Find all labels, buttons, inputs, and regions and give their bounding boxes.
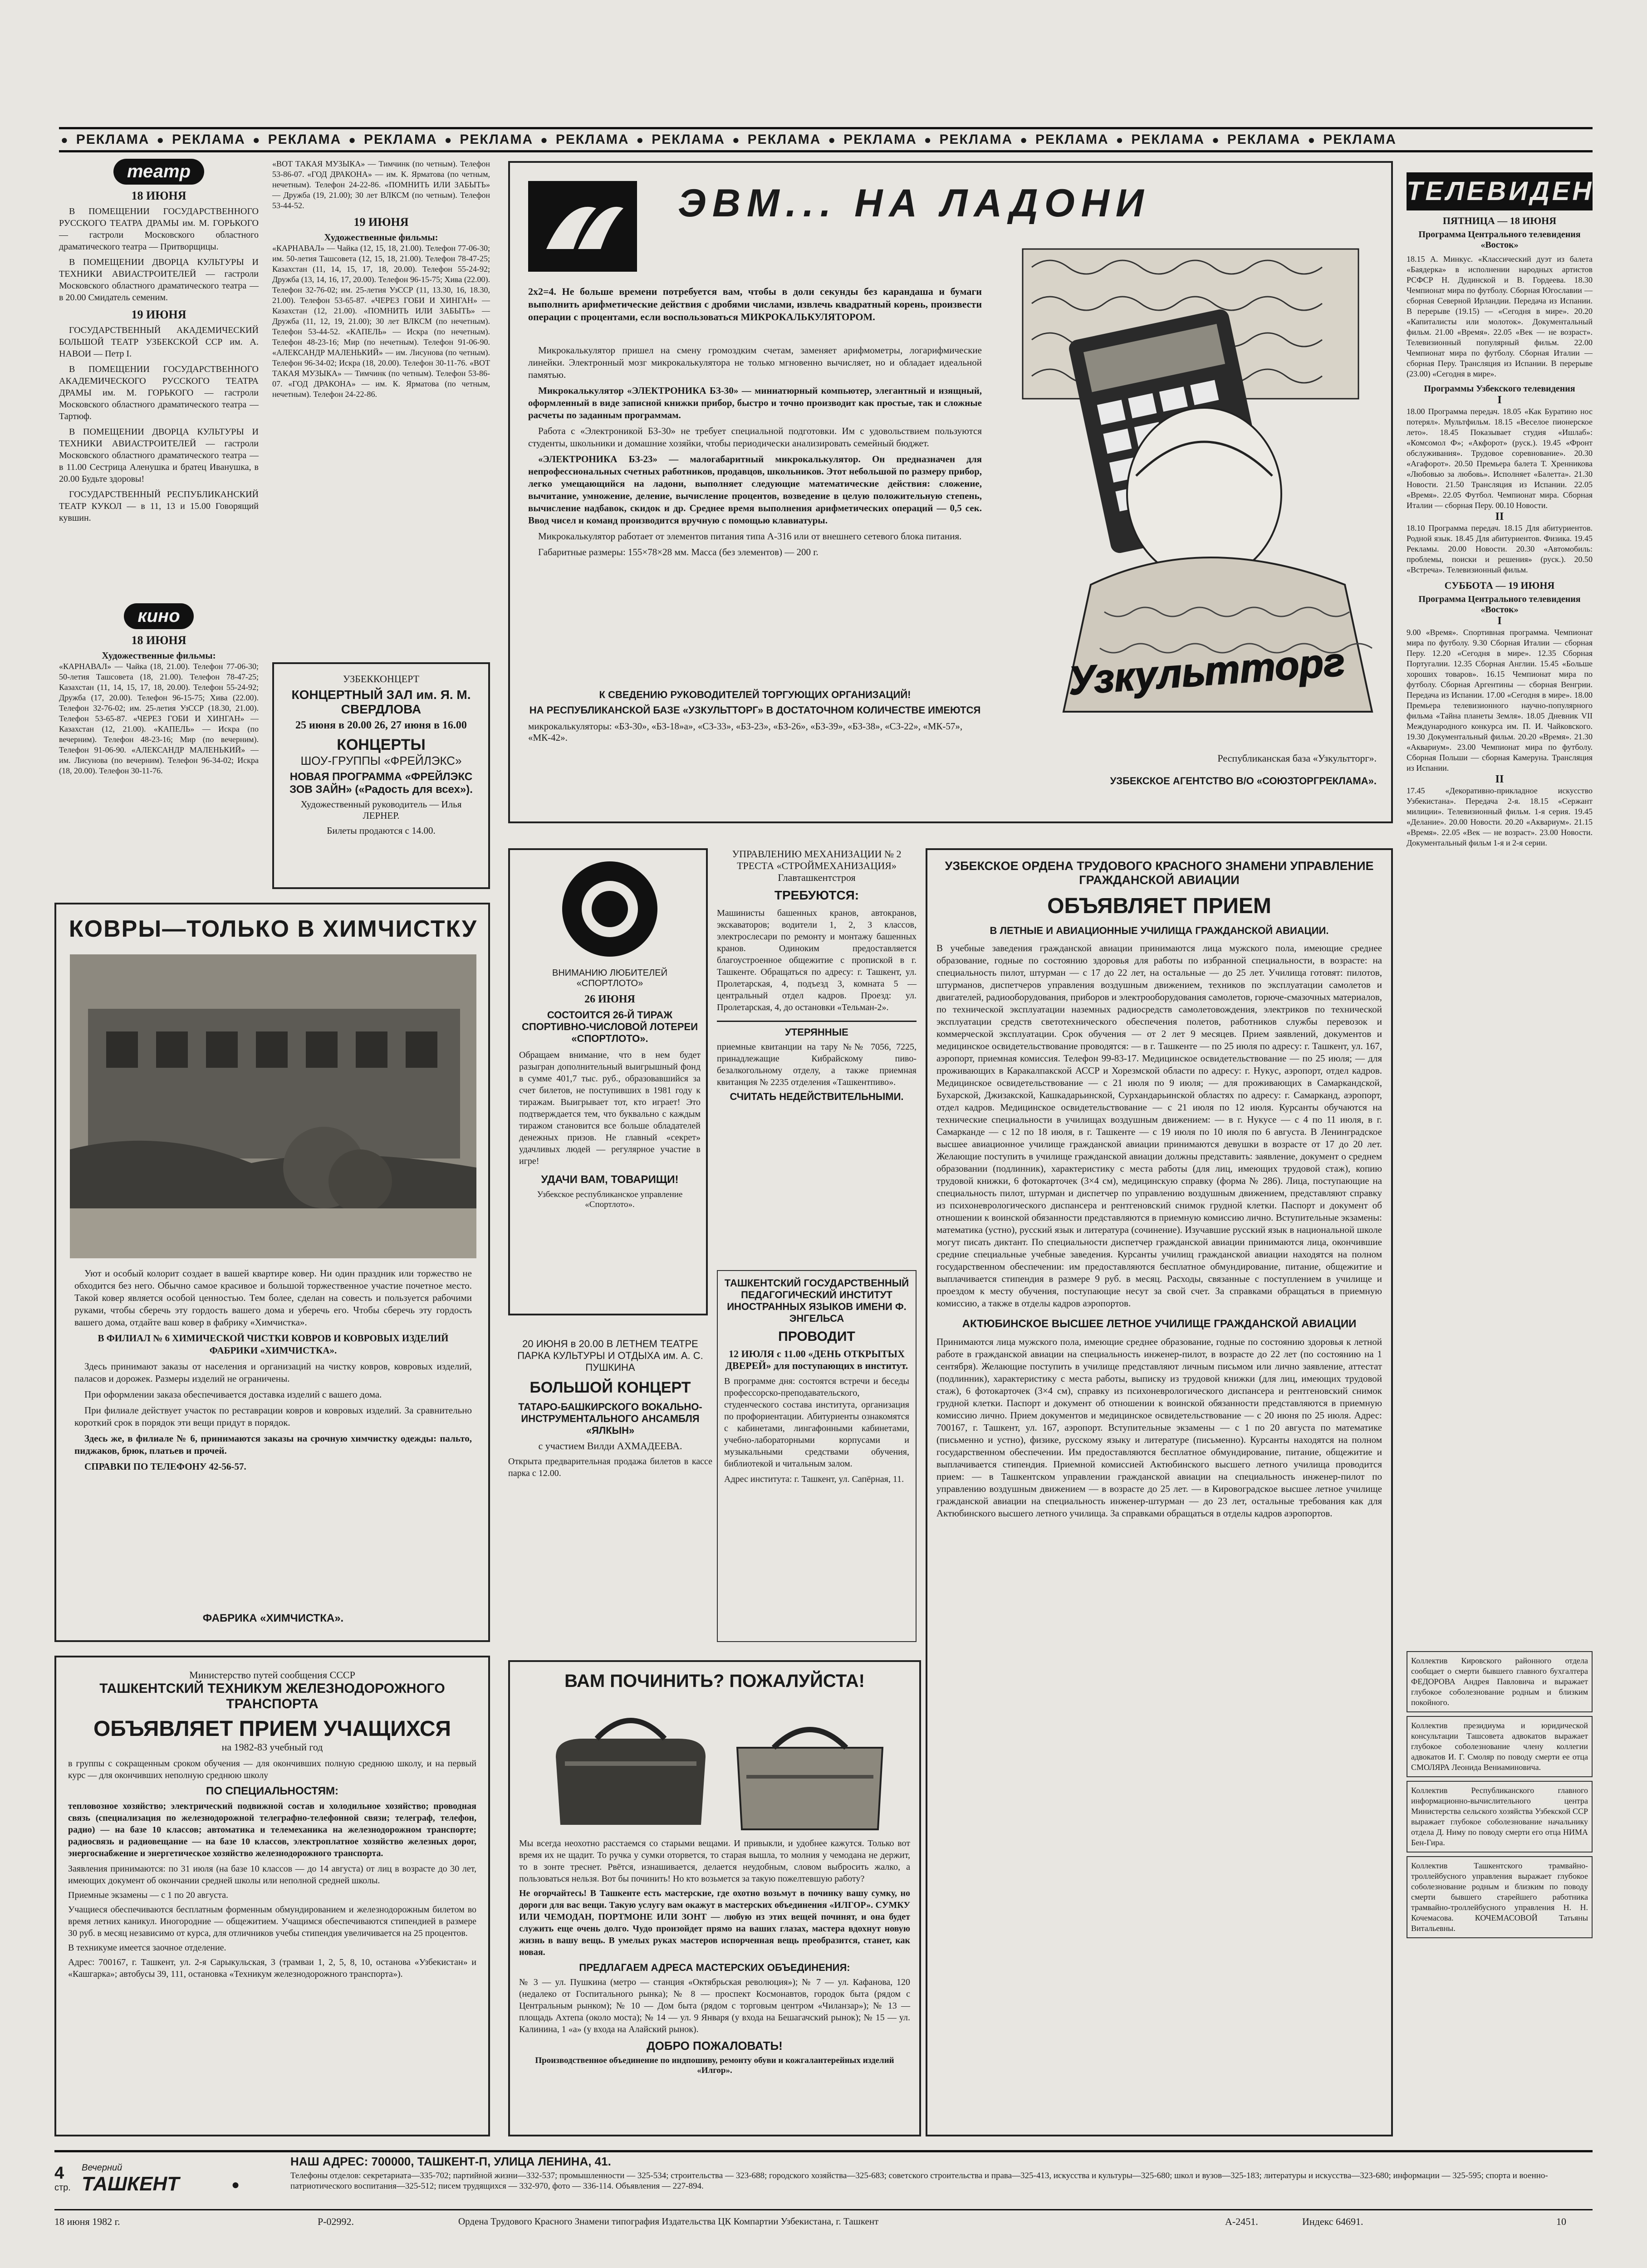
theatre-entry: В ПОМЕЩЕНИИ ГОСУДАРСТВЕННОГО РУССКОГО ТЕАТРА ДРАМЫ им. М. ГОРЬКОГО — гастроли Московского областного драматического театра — Притворщицы. [59,206,259,252]
railway-spec: тепловозное хозяйство; электрический подвижной состав и холодильное хозяйство; проводная связь (специализация по железнодорожной телеграфно-телефонной связи; телеграф, телефон, радио) — на базе 10 классов; автоматика и телемеханика на железнодорожном транспорте; радиосвязь и радиовещание — на базе 10 классов, электроплатное хозяйство железных дорог, энергоснабжение и энергетическое хозяйство железнодорожного транспорта. [68,1801,476,1858]
concert-director: Художественный руководитель — Илья ЛЕРНЕР. [300,799,462,821]
concert-group: ШОУ-ГРУППЫ «ФРЕЙЛЭКС» [300,754,462,767]
building-photo-icon [70,954,476,1258]
bullet-icon: ● [732,132,740,147]
tv-program-2: Программы Узбекского телевидения [1424,384,1575,394]
ped-title: ТАШКЕНТСКИЙ ГОСУДАРСТВЕННЫЙ ПЕДАГОГИЧЕСКИЙ ИНСТИТУТ ИНОСТРАННЫХ ЯЗЫКОВ ИМЕНИ Ф. ЭНГЕЛЬСА [724,1277,909,1324]
bullet-icon: ● [348,132,357,147]
footer-rule [54,2150,1593,2152]
evm-intro: 2х2=4. Не больше времени потребуется вам, чтобы в доли секунды без карандаша и бумаги выполнить арифметические действия с дробями числами, извлечь квадратный корень, произвести операции с процентами, если воспользоваться МИКРОКАЛЬКУЛЯТОРОМ. [528,286,982,323]
ped-date: 12 ИЮЛЯ с 11.00 «ДЕНЬ ОТКРЫТЫХ ДВЕРЕЙ» для поступающих в институт. [725,1348,908,1371]
aviation-headline-top: УЗБЕКСКОЕ ОРДЕНА ТРУДОВОГО КРАСНОГО ЗНАМЕНИ УПРАВЛЕНИЕ ГРАЖДАНСКОЙ АВИАЦИИ [945,859,1374,887]
railway-year: на 1982-83 учебный год [221,1741,323,1753]
carpets-photo [70,954,476,1258]
carpets-p5: При филиале действует участок по реставрации ковров и ковровых изделий. За сравнительно короткий срок в порядок эти вещи придут в порядок. [74,1405,472,1428]
tv-ch-2b: II [1495,773,1504,785]
reklama-label: РЕКЛАМА [460,132,534,147]
tv-program-3: Программа Центрального телевидения «Восток» [1418,594,1581,615]
evm-models: микрокалькуляторы: «БЗ-30», «БЗ-18»а», «СЗ-33», «БЗ-23», «БЗ-26», «БЗ-39», «БЗ-38», «СЗ-22», «МК-57», «МК-42». [528,721,963,743]
evm-body [528,344,982,562]
sportloto-slogan: УДАЧИ ВАМ, ТОВАРИЩИ! [541,1173,679,1186]
repair-addresses: № 3 — ул. Пушкина (метро — станция «Октябрьская революция»); № 7 — ул. Кафанова, 120 (недалеко от Госпитального рынка); № 8 — проспект Космонавтов, городок быта (рядом с Центральным рынком); № 10 — Дом быта (рядом с торговым центром «Чиланзар»); № 13 — площадь Ахтепа (около моста); № 14 — ул. 9 Января (у входа на Бешагачский рынок); № 15 — ул. Калинина, 1 «а» (у входа на Алайский рынок). [519,1977,910,2034]
sportloto-body: Обращаем внимание, что в нем будет разыгран дополнительный выигрышный фонд в сумме 401,7 тыс. руб., образовавшийся за счет билетов, не поступивших в 1981 году к тиражам. Выигрывает тот, кто играет! Это подтверждается тем, что буквально с каждым тиражом становится все больше обладателей денежных призов. Не главный «секрет» удачливых людей — регулярное участие в игре! [519,1050,701,1166]
yalkyn-concert-ad [508,1338,712,1656]
footer-masthead [54,2159,263,2209]
theatre-entry: ГОСУДАРСТВЕННЫЙ АКАДЕМИЧЕСКИЙ БОЛЬШОЙ ТЕАТР УЗБЕКСКОЙ ССР им. А. НАВОИ — Петр I. [59,325,259,359]
footer-paper-top: Вечерний [82,2163,123,2173]
tv-text-4: 9.00 «Время». Спортивная программа. Чемпионат мира по футболу. 9.30 Сборная Италии — сборная Перу. 12.20 «Сегодня в мире». 12.35 Сборная Португалии. 12.35 Сборная Англии. 15.45 «Больше хороших товаров». 16.15 Чемпионат мира по футболу. Сборная Аргентины — сборная Венгрии. Передача из Испании. 17.00 «Сегодня в мире». 18.00 Премьера телевизионного научно-популярного фильма «Тайна планеты Земля». 18.05 Дневник VII Международного конкурса им. П. И. Чайковского. 19.30 Документальный фильм. 20.20 «Время». 21.30 «Аквариум». 23.00 Чемпионат мира по футболу. Сборная Польши — сборная Камеруна. Трансляция из Испании. [1407,628,1593,772]
reklama-label: РЕКЛАМА [555,132,629,147]
concert-tickets: Билеты продаются с 14.00. [327,825,436,836]
reklama-label: РЕКЛАМА [76,132,150,147]
tv-text-2: 18.00 Программа передач. 18.05 «Как Буратино нос потерял». Мультфильм. 18.15 «Веселое пионерское лето». 18.45 Показывает студия «Ишлаб»: «Комсомол Ф»; «Акфорот» (руск.). 19.45 «Фронт обслуживания». Трудовое соревнование». 20.30 «Агафорот». 20.50 Премьера балета Т. Хренникова «Любовью за любовь». Исполняет «Балетта». 21.30 Новости. 21.50 Трансляция из Испании. 22.05 «Время». 22.05 Футбол. Чемпионат мира. Сборная Италии — сборная Перу. 00.10 Новости. [1407,407,1593,510]
kino-text-2: «ВОТ ТАКАЯ МУЗЫКА» — Тимчинк (по четным). Телефон 53-86-07. «ГОД ДРАКОНА» — им. К. Ярматова (по четным, нечетным). Телефон 24-22-86. «ПОМНИТЬ ИЛИ ЗАБЫТЬ» — Дружба (19, 21.00); 30 лет ВЛКСМ (по четным). Телефон 53-44-52. [272,159,490,210]
footer-page-label: стр. [54,2183,71,2193]
carpets-phone: СПРАВКИ ПО ТЕЛЕФОНУ 42-56-57. [84,1461,246,1472]
aviation-sub: В ЛЕТНЫЕ И АВИАЦИОННЫЕ УЧИЛИЩА ГРАЖДАНСКОЙ АВИАЦИИ. [990,925,1329,936]
theatre-entry: ГОСУДАРСТВЕННЫЙ РЕСПУБЛИКАНСКИЙ ТЕАТР КУКОЛ — в 11, 13 и 15.00 Говорящий кувшин. [59,489,259,523]
footer-index: Индекс 64691. [1302,2216,1363,2227]
sportloto-ad [508,848,708,1315]
railway-ministry: Министерство путей сообщения СССР [189,1669,355,1681]
aviation-sub-2: АКТЮБИНСКОЕ ВЫСШЕЕ ЛЕТНОЕ УЧИЛИЩЕ ГРАЖДАНСКОЙ АВИАЦИИ [962,1318,1357,1330]
footer-paper: ТАШКЕНТ [82,2173,180,2195]
bullet-icon: ● [636,132,645,147]
theatre-entries-2 [59,324,259,524]
tv-day-1: ПЯТНИЦА — 18 ИЮНЯ [1442,215,1557,226]
bullet-icon: ● [61,132,69,147]
footer-code-mid: А-2451. [1225,2216,1258,2227]
evm-agency: УЗБЕКСКОЕ АГЕНТСТВО В/О «СОЮЗТОРГРЕКЛАМА». [1110,775,1377,787]
ped-body: В программе дня: состоятся встречи и беседы профессорско-преподавательского, студенческого состава института, организация по профориентации. Абитуриенты ознакомятся с кабинетами, лингафонными кабинетами, учебно-лабораторными корпусами и музыкальными средствами обучения, библиотекой и читальным залом. [724,1376,909,1469]
evm-brand: Узкультторг [1067,639,1347,704]
reklama-label: РЕКЛАМА [1131,132,1205,147]
lost-title: УТЕРЯННЫЕ [785,1026,848,1038]
evm-p2: Микрокалькулятор «ЭЛЕКТРОНИКА БЗ-30» — миниатюрный компьютер, элегантный и изящный, оформленный в виде записной книжки прибор, быстро и точно производит как простые, так и сложные расчеты по заданным программам. [528,385,982,420]
mechanization-ad [717,848,917,1270]
carpets-p2: В ФИЛИАЛ № 6 ХИМИЧЕСКОЙ ЧИСТКИ КОВРОВ И КОВРОВЫХ ИЗДЕЛИЙ ФАБРИКИ «ХИМЧИСТКА». [98,1333,449,1356]
footer-address: НАШ АДРЕС: 700000, ТАШКЕНТ-П, УЛИЦА ЛЕНИНА, 41. [290,2155,611,2168]
kino-date-2: 19 ИЮНЯ [353,215,409,229]
bullet-icon: ● [157,132,165,147]
railway-ad [54,1656,490,2136]
tv-text-5: 17.45 «Декоративно-прикладное искусство Узбекистана». Передача 2-я. 18.15 «Сержант милиции». Телевизионный фильм. 1-я серия. 19.45 «Делание». 20.00 Новости. 20.20 «Аквариум». 21.15 «Время». 22.05 «Век — не возраст». 23.00 Новости. Документальный фильм 1-я и 2-я серии. [1407,786,1593,847]
kino-date-1: 18 ИЮНЯ [131,634,186,647]
railway-p3: Приемные экзамены — с 1 по 20 августа. [68,1890,229,1900]
evm-headline: ЭВМ... НА ЛАДОНИ [678,181,1150,225]
evm-p1: Микрокалькулятор пришел на смену громоздким счетам, заменяет арифмометры, логарифмические линейки. Электронный мозг микрокалькулятора не только мгновенно вычисляет, но и обладает идеальной памятью. [528,345,982,380]
railway-p2: Заявления принимаются: по 31 июля (на базе 10 классов — до 14 августа) от лиц в возрасте до 30 лет, имеющих документ об окончании средней школы или неполной средней школы. [68,1864,476,1886]
yalkyn-ensemble: ТАТАРО-БАШКИРСКОГО ВОКАЛЬНО-ИНСТРУМЕНТАЛЬНОГО АНСАМБЛЯ «ЯЛКЫН» [518,1401,702,1436]
aviation-body-2: Принимаются лица мужского пола, имеющие среднее образование, годные по состоянию здоровья к летной работе в гражданской авиации на специальность инженер-пилот, в возрасте до 22 лет (по состоянию на 1 сентября). Желающие поступить в училище представляют личным письмом или лично заявление, аттестат (подлинник), характеристику с места работы, выписку из трудовой книжки (для лиц, имеющих трудовой стаж), 6 фотокарточек (3×4 см), справку из психоневрологического диспансера и рентгеновский снимок грудной клетки. Паспорт и документ об отношении к воинской обязанности представляются в приемную комиссию лично. Прием документов и медицинское освидетельствование — с 20 июня по 25 июля. Адрес: 700167, г. Ташкент, ул. 167, аэропорт. Вступительные экзамены — с 1 по 20 августа по математике (письменно и устно), физике, русскому языку и литературе (письменно). Курсанты находятся на полном государственном обеспечении. Им предоставляются бесплатное обмундирование, питание, общежитие и выплачивается стипендия. Приемной комиссией Актюбинского высшего летного училища проводится прием: — в Ташкентском управлении гражданской авиации на специальность инженер-пилот по управлению воздушным движением — в возрасте до 25 лет. — в Кировоградское высшее летное училище гражданской авиации на специальность инженер-штурман — до 23 лет, остальные требования как для Актюбинского высшего летного училища. За справками обращаться в отделы кадров аэропортов. [936,1336,1382,1519]
bullet-icon: ● [231,2177,240,2192]
concert-dates: 25 июня в 20.00 26, 27 июня в 16.00 [295,719,467,731]
repair-headline: ВАМ ПОЧИНИТЬ? ПОЖАЛУЙСТА! [564,1671,865,1691]
yalkyn-big: БОЛЬШОЙ КОНЦЕРТ [529,1379,691,1396]
railway-p4: Учащиеся обеспечиваются бесплатным форменным обмундированием и железнодорожным билетом во время летних каникул. Иногородние — общежитием. Учащимся обеспечиваются стипендией в размере 30 руб. в месяц независимо от курса, для отличников учебы стипендия увеличивается на 25 процентов. [68,1905,476,1938]
mech-body: Машинисты башенных кранов, автокранов, экскаваторов; водители 1, 2, 3 классов, электрослесари по ремонту и монтажу башенных кранов. Одиноким предоставляется благоустроенное общежитие с пропиской в г. Ташкенте. Обращаться по адресу: г. Ташкент, ул. Пролетарская, 4, подъезд 3, комната 5 — центральный отдел кадров. Проезд: ул. Пролетарская, 4, до остановки «Тельман-2». [717,908,917,1012]
reklama-label: РЕКЛАМА [939,132,1013,147]
tv-heading: ТЕЛЕВИДЕНИЕ [1407,172,1593,210]
yalkyn-tickets: Открыта предварительная продажа билетов в кассе парка с 12.00. [508,1457,712,1478]
tv-ch-1a: I [1497,394,1502,406]
bullet-icon: ● [1212,132,1220,147]
uzkultorg-logo-icon [528,181,637,272]
sportloto-draw: СОСТОИТСЯ 26-Й ТИРАЖ СПОРТИВНО-ЧИСЛОВОЙ ЛОТЕРЕИ «СПОРТЛОТО». [521,1009,698,1044]
ped-holds: ПРОВОДИТ [778,1329,855,1344]
tv-text-1: 18.15 А. Минкус. «Классический дуэт из балета «Баядерка» в исполнении народных артистов РСФСР Н. Дудинской и В. Гордеева. 18.30 Чемпионат мира по футболу. Сборная Югославии — сборная Северной Ирландии. Передача из Испании. В перерыве (19.15) — «Сегодня в мире». 20.20 «Капиталисты или молоток». Документальный фильм. 21.00 «Время». 22.05 «Век — не возраст». Телевизионный популярный фильм. 22.00 Чемпионат мира по футболу. Сборная Италии — сборная Перу. Трансляция из Испании. В перерыве (23.00) «Сегодня в мире». [1407,254,1593,378]
bullet-icon: ● [828,132,837,147]
yalkyn-when: 20 ИЮНЯ в 20.00 В ЛЕТНЕМ ТЕАТРЕ ПАРКА КУЛЬТУРЫ И ОТДЫХА им. А. С. ПУШКИНА [517,1338,703,1373]
reklama-label: РЕКЛАМА [843,132,917,147]
repair-p1: Мы всегда неохотно расстаемся со старыми вещами. И привыкли, и удобнее кажутся. Только вот время их не щадит. То ручка у сумки оторвется, то старая вышла, то молния у чемодана не держит, то в зонте треснет. Рвётся, изнашивается, делается неудобным, словом выбросить жалко, а пользоваться нельзя. Вот бы починить! Но кто возьмется за такую пожелтевшую работу? [519,1838,910,1884]
condolence-notice: Коллектив Республиканского главного информационно-вычислительного центра Министерства сельского хозяйства Узбекской ССР выражает глубокое соболезнование начальнику отдела Д. Ниму по поводу смерти его отца НИМА Бен-Гира. [1407,1781,1593,1853]
carpets-body [74,1267,472,1476]
theatre-heading: театр [113,159,204,185]
condolence-notice: Коллектив Кировского районного отдела сообщает о смерти бывшего главного бухгалтера ФЕДОРОВА Андрея Павловича и выражает глубокое соболезнование родным и близким покойного. [1407,1651,1593,1712]
evm-p5: Микрокалькулятор работает от элементов питания типа А-316 или от внешнего сетевого блока питания. [538,531,962,542]
concert-program: НОВАЯ ПРОГРАММА «ФРЕЙЛЭКС ЗОВ ЗАЙН» («Радость для всех»). [289,771,473,796]
kino-heading: кино [124,603,193,629]
repair-addresses-title: ПРЕДЛАГАЕМ АДРЕСА МАСТЕРСКИХ ОБЪЕДИНЕНИЯ: [579,1962,850,1973]
sportloto-attention: ВНИМАНИЮ ЛЮБИТЕЛЕЙ «СПОРТЛОТО» [552,968,667,988]
lost-notice [717,1021,917,1103]
bullet-icon: ● [540,132,549,147]
repair-p2: Не огорчайтесь! В Ташкенте есть мастерские, где охотно возьмут в починку вашу сумку, но дороги для вас вещи. Такую услугу вам окажут в мастерских объединения «ИЛГОР». СУМКУ ИЛИ ЧЕМОДАН, ПОРТМОНЕ ИЛИ ЗОНТ — любую из этих вещей починят, и она будет служить еще очень долго. Чудо произойдет прямо на ваших глазах, мастера вдохнут новую жизнь в вашу вещь. В умелых руках мастеров испорченная вещь преобразится, станет, как новая. [519,1888,910,1957]
theatre-entries-1 [59,205,259,303]
bullet-icon: ● [924,132,932,147]
ped-address: Адрес института: г. Ташкент, ул. Сапёрная, 11. [724,1474,904,1484]
footer-num: 10 [1556,2216,1566,2227]
footer-code-left: Р-02992. [318,2216,354,2227]
concert-hall: КОНЦЕРТНЫЙ ЗАЛ им. Я. М. СВЕРДЛОВА [291,688,471,716]
carpets-ad [54,903,490,1642]
theatre-date-1: 18 ИЮНЯ [131,189,186,202]
footer-rule-2 [54,2209,1593,2210]
bags-illustration-icon [529,1698,901,1834]
reklama-label: РЕКЛАМА [268,132,342,147]
lost-text: приемные квитанции на тару №№ 7056, 7225, принадлежащие Кибрайскому пиво-безалкогольному отделу, а также приемная квитанция № 2235 отделения «Ташкентпиво». [717,1042,917,1087]
concert-box [272,662,490,889]
evm-base: Республиканская база «Узкультторг». [1217,753,1377,764]
mech-required: ТРЕБУЮТСЯ: [774,888,859,902]
evm-ad [508,161,1393,823]
reklama-label: РЕКЛАМА [652,132,725,147]
evm-notice-2: НА РЕСПУБЛИКАНСКОЙ БАЗЕ «УЗКУЛЬТТОРГ» В ДОСТАТОЧНОМ КОЛИЧЕСТВЕ ИМЕЮТСЯ [529,704,981,716]
mech-title: УПРАВЛЕНИЮ МЕХАНИЗАЦИИ № 2 ТРЕСТА «СТРОЙМЕХАНИЗАЦИЯ» Главташкентстроя [732,848,902,883]
kino-column [59,603,259,776]
reklama-label: РЕКЛАМА [363,132,437,147]
repair-ad [508,1660,921,2136]
bullet-icon: ● [444,132,453,147]
carpets-p1: Уют и особый колорит создает в вашей квартире ковер. Ни один праздник или торжество не обходится без него. Обычно самое красивое и большой торжественное участие почетное место. Такой ковер является особой ценностью. Тем более, сделан на совесть и пользуется рабочими руками, чтобы сберечь эту гордость вашего дома и уберечь его. Чтобы сберечь эту гордость вашего дома, отдайте ваш ковер в фабрику «Химчистка». [74,1268,472,1328]
carpets-p6: Здесь же, в филиале № 6, принимаются заказы на срочную химчистку одежды: пальто, пиджаков, брюк, платьев и прочей. [74,1433,472,1456]
kino-text-3: «КАРНАВАЛ» — Чайка (12, 15, 18, 21.00). Телефон 77-06-30; им. 50-летия Ташсовета (12, 15, 18, 21.00). Телефон 78-47-25; Казахстан (11, 14, 15, 17, 18, 20.00). Телефон 55-24-92; Дружба (13, 14, 16, 17, 20.00). Телефон 96-15-75; Хива (22.00). Телефон 32-76-02; им. 25-летия УзССР (11, 13.30, 16, 18.30, 21.00). Телефон 53-65-87. «ЧЕРЕЗ ГОБИ И ХИНГАН» — Казахстан (12, 21.00). «ПОМНИТЬ ИЛИ ЗАБЫТЬ» — Дружба (11, 12, 19, 21.00); 30 лет ВЛКСМ (по нечетным). Телефон 53-44-52. «КАПЕЛЬ» — Искра (по нечетным). Телефон 48-23-16; Мир (по нечетным). Телефон 91-06-90. «АЛЕКСАНДР МАЛЕНЬКИЙ» — им. Лисунова (по четным). Телефон 96-34-02; Искра (18, 20.00). Телефон 30-11-76. «ВОТ ТАКАЯ МУЗЫКА» — Тимчинк (по четным). Телефон 53-86-07. «ГОД ДРАКОНА» — им. К. Ярматова (по четным, нечетным). Телефон 24-22-86. [272,244,490,399]
railway-p1: в группы с сокращенным сроком обучения — для окончивших полную среднюю школу, и на первый курс — для окончивших неполную среднюю школу [68,1759,476,1780]
evm-p4: «ЭЛЕКТРОНИКА БЗ-23» — малогабаритный микрокалькулятор. Он предназначен для непрофессиональных счетных работников, продавцов, школьников. Этот небольшой по размеру прибор, легко умещающийся на ладони, выполняет следующие математические действия: сложение, вычитание, умножение, деление, вычисление процентов, возведение в целую положительную степень, вычисление надбавок, скидок и др. Среднее время выполнения арифметических операций — 0,5 сек. Ввод чисел и команд производится вручную с помощью клавиатуры. [528,454,982,526]
tv-column [1407,172,1636,1647]
theatre-entry: В ПОМЕЩЕНИИ ДВОРЦА КУЛЬТУРЫ И ТЕХНИКИ АВИАСТРОИТЕЛЕЙ — гастроли Московского областного драматического театра — в 11.00 Сестрица Аленушка и братец Иванушка, в 20.00 Будьте здоровы! [59,427,259,484]
theatre-entry: В ПОМЕЩЕНИИ ДВОРЦА КУЛЬТУРЫ И ТЕХНИКИ АВИАСТРОИТЕЛЕЙ — гастроли Московского областного драматического театра — в 20.00 Смидатель семеним. [59,257,259,303]
lost-invalid: СЧИТАТЬ НЕДЕЙСТВИТЕЛЬНЫМИ. [730,1091,904,1102]
kino-text-1: «КАРНАВАЛ» — Чайка (18, 21.00). Телефон 77-06-30; 50-летия Ташсовета (18, 21.00). Телефон 78-47-25; Казахстан (11, 14, 15, 17, 18, 20.00). Телефон 55-24-92; Дружба (17, 20.00). Телефон 96-15-75; Хива (22.00). Телефон 32-76-02; им. 25-летия УзССР (18.30, 21.00). Телефон 53-65-87. «ЧЕРЕЗ ГОБИ И ХИНГАН» — Казахстан (12, 21.00). «КАПЕЛЬ» — Искра (по вечерним). Телефон 48-23-16; Мир (по вечерним). Телефон 91-06-90. «АЛЕКСАНДР МАЛЕНЬКИЙ» — им. Лисунова (по вечерним). Телефон 96-34-02; Искра (18, 20.00). Телефон 30-11-76. [59,662,259,775]
repair-sign: Производственное объединение по индпошиву, ремонту обуви и кожгалантерейных изделий «Илгор». [535,2056,894,2075]
railway-headline: ОБЪЯВЛЯЕТ ПРИЕМ УЧАЩИХСЯ [93,1717,451,1741]
reklama-label: РЕКЛАМА [1035,132,1109,147]
pedinstitute-ad [717,1270,917,1642]
tv-text-3: 18.10 Программа передач. 18.15 Для абитуриентов. Родной язык. 18.45 Для абитуриентов. Физика. 19.45 Рекламы. 20.00 Новости. 20.30 «Автомобиль: проблемы, поиски и решения» (руск.). 20.50 «Встреча». Телевизионный фильм. [1407,523,1593,574]
kino-column-2 [272,159,490,400]
railway-school: ТАШКЕНТСКИЙ ТЕХНИКУМ ЖЕЛЕЗНОДОРОЖНОГО ТРАНСПОРТА [99,1681,445,1711]
repair-welcome: ДОБРО ПОЖАЛОВАТЬ! [647,2039,783,2053]
sportloto-date: 26 ИЮНЯ [584,993,635,1005]
aviation-body: В учебные заведения гражданской авиации принимаются лица мужского пола, имеющие среднее образование, годные по состоянию здоровья для работы по избранной специальности, в возрасте: на специальность пилот, штурман — с 17 до 22 лет, на остальные — до 25 лет. Училища готовят: пилотов, штурманов, диспетчеров управления воздушным движением, техников по эксплуатации самолетов и двигателей, радиооборудования, приборов и электрооборудования самолетов, горюче-смазочных материалов, по технической эксплуатации наземных радиосредств самолетовождения, электриков по технической эксплуатации средств светотехнического обеспечения полетов, работников службы перевозок и коммерческой эксплуатации. Срок обучения — от 2 лет 9 месяцев. Прием заявлений, документов и медицинское освидетельствование проводятся: — в г. Ташкенте — по 25 июля по адресу: г. Ташкент, ул. 167, аэропорт, приемная комиссия. Телефон 99-83-17. Медицинское освидетельствование — по 25 июля; — для проживающих в Каракалпакской АССР и Хорезмской области по адресу: г. Нукус, аэропорт, отдел кадров. Медицинское освидетельствование — с 21 июля по 9 июля; — для проживающих в Самаркандской, Бухарской, Джизакской, Кашкадарьинской, Сурхандарьинской областях по адресу: г. Самарканд, аэропорт, отдел кадров. Медицинское освидетельствование — с 21 июля по 12 июля. Курсанты обучаются на технические специальности в училищах воздушным движением: — в г. Нукусе — с 4 по 11 июля, в г. Самарканде — с 12 по 18 июля, в г. Ташкенте — с 19 июля по 10 июля по 6 августа. В Ленинградское высшее авиационное училище гражданской авиации принимаются девушки в возрасте от 17 до 20 лет. Желающие поступить в училище гражданской авиации должны представить: заявление, документ о среднем образовании (подлинник), характеристику с места работы (для лиц, имеющих трудовой стаж), копию трудовой книжки, 6 фотокарточек (3×4 см), медицинскую справку (форма № 286). Лица, поступающие на специальность пилот, штурман и диспетчер по управлению воздушным движением, представляют справку из психоневрологического диспансера и рентгеновский снимок грудной клетки. Паспорт и документ об отношении к воинской обязанности представляются в приемную комиссию лично. Вступительные экзамены: математика (устно), русский язык и литература (сочинение). Изучавшие русский язык в национальной школе могут писать диктант. По специальности диспетчер гражданской авиации принимаются лица, окончившие средние специальные учебные заведения. Курсанты училищ гражданской авиации находятся на полном государственном обеспечении: им предоставляются бесплатное обмундирование, питание, общежитие и выплачивается стипендия в размере 9 руб. в месяц. Расходы, связанные с поступлением в училище и проездом к месту обучения, поступающие несут за свой счет. За справками обращаться в приемную комиссию, а также в отделы кадров аэропортов. [936,943,1382,1309]
theatre-entry: В ПОМЕЩЕНИИ ГОСУДАРСТВЕННОГО АКАДЕМИЧЕСКОГО РУССКОГО ТЕАТРА ДРАМЫ им. М. ГОРЬКОГО — гастроли Московского областного драматического театра — Тартюф. [59,364,259,421]
theatre-date-2: 19 ИЮНЯ [131,308,186,321]
bullet-icon: ● [252,132,261,147]
tv-program-1: Программа Центрального телевидения «Восток» [1418,230,1581,250]
concert-title: КОНЦЕРТЫ [337,736,426,753]
reklama-label: РЕКЛАМА [747,132,821,147]
reklama-strip [59,127,1593,152]
reklama-label: РЕКЛАМА [1227,132,1301,147]
tv-ch-1b: I [1497,615,1502,627]
carpets-sign: ФАБРИКА «ХИМЧИСТКА». [202,1612,344,1624]
aviation-announces: ОБЪЯВЛЯЕТ ПРИЕМ [1047,894,1271,918]
evm-illustration [1000,240,1381,716]
carpets-p3: Здесь принимают заказы от населения и организаций на чистку ковров, ковровых изделий, паласов и дорожек. Размеры изделий не ограничены. [74,1361,472,1384]
yalkyn-guest: с участием Вилди АХМАДЕЕВА. [538,1440,682,1452]
concert-org: УЗБЕККОНЦЕРТ [343,673,420,684]
footer-page-no: 4 [54,2164,64,2183]
railway-address: Адрес: 700167, г. Ташкент, ул. 2-я Сарыкульская, 3 (трамваи 1, 2, 5, 8, 10, останова «Узбекистан» и «Кашгарка»; автобусы 39, 111, остановка «Техникум железнодорожного транспорта»). [68,1957,476,1979]
condolences-column [1407,1651,1593,1942]
sportloto-text [519,968,701,1210]
kino-subhead-2: Художественные фильмы: [324,232,438,243]
footer-phones: Телефоны отделов: секретариата—335-702; партийной жизни—332-537; промышленности — 325-534; строительства — 323-688; городского хозяйства—325-683; советского строительства и права—325-413, искусства и культуры—325-680; школ и вузов—325-183; литературы и искусства—323-680; информации — 325-595; спорта и военно-патриотического воспитания—325-512; писем трудящихся — 332-970, фото — 336-114. Объявления — 227-894. [290,2171,1548,2191]
tv-ch-2a: II [1495,511,1504,523]
carpets-p4: При оформлении заказа обеспечивается доставка изделий с вашего дома. [84,1389,382,1400]
condolence-notice: Коллектив президиума и юридической консультации Ташсовета адвокатов выражает глубокое соболезнование члену коллегии адвокатов И. Г. Смоляр по поводу смерти ее отца СМОЛЯРА Леонида Вениаминовича. [1407,1716,1593,1777]
carpets-headline: КОВРЫ—ТОЛЬКО В ХИМЧИСТКУ [69,916,478,942]
railway-spec-title: ПО СПЕЦИАЛЬНОСТЯМ: [206,1785,338,1797]
bullet-icon: ● [1308,132,1316,147]
footer-date: 18 июня 1982 г. [54,2216,120,2227]
bullet-icon: ● [1116,132,1124,147]
bullet-icon: ● [1020,132,1028,147]
condolence-notice: Коллектив Ташкентского трамвайно-троллейбусного управления выражает глубокое соболезнование родным и близким по поводу смерти бывшего старейшего работника трамвайно-троллейбусного управления Н. Н. Кочемасова. КОЧЕМАСОВОЙ Татьяны Витальевны. [1407,1856,1593,1938]
tv-day-2: СУББОТА — 19 ИЮНЯ [1444,580,1555,591]
sportloto-logo-icon [560,859,660,959]
reklama-label: РЕКЛАМА [1323,132,1397,147]
evm-notice-block [528,689,982,743]
evm-notice: К СВЕДЕНИЮ РУКОВОДИТЕЛЕЙ ТОРГУЮЩИХ ОРГАНИЗАЦИЙ! [599,689,911,700]
kino-subhead: Художественные фильмы: [102,650,216,661]
sportloto-sign: Узбекское республиканское управление «Спортлото». [537,1190,683,1209]
railway-p5: В техникуме имеется заочное отделение. [68,1943,226,1953]
evm-dims: Габаритные размеры: 155×78×28 мм. Масса (без элементов) — 200 г. [538,547,819,557]
footer-printer: Ордена Трудового Красного Знамени типография Издательства ЦК Компартии Узбекистана, г. Ташкент [458,2216,879,2227]
reklama-label: РЕКЛАМА [172,132,245,147]
aviation-ad [926,848,1393,2136]
evm-p3: Работа с «Электроникой БЗ-30» не требует специальной подготовки. Им с удовольствием пользуются студенты, школьники и домашние хозяйки, чтобы периодически анализировать семейный бюджет. [528,425,982,449]
